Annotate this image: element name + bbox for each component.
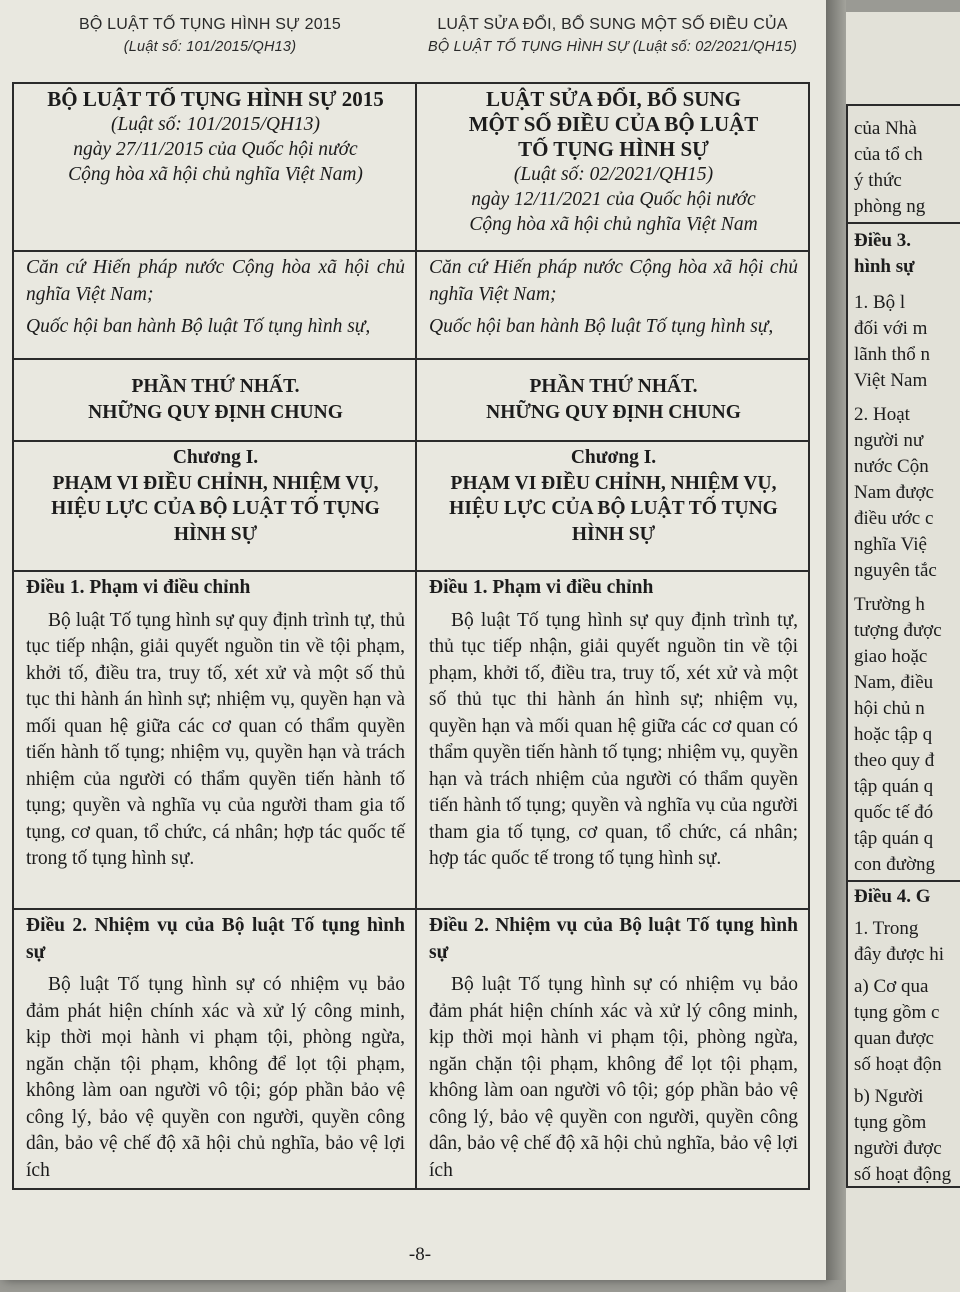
right-law-name-2: MỘT SỐ ĐIỀU CỦA BỘ LUẬT — [468, 112, 759, 136]
running-head-right-number: BỘ LUẬT TỐ TỤNG HÌNH SỰ (Luật số: 02/2021/QH15) — [427, 39, 798, 55]
comparison-table — [12, 82, 810, 1190]
np-article4-title: Điều 4. G — [854, 886, 931, 907]
np-line: Nam được — [854, 482, 934, 503]
right-part-title: NHỮNG QUY ĐỊNH CHUNG — [486, 402, 741, 423]
np-line: giao hoặc — [854, 646, 928, 667]
right-preamble-enact: Quốc hội ban hành Bộ luật Tố tụng hình sự, — [429, 316, 774, 337]
left-law-date: ngày 27/11/2015 của Quốc hội nước — [73, 139, 358, 160]
left-part-heading — [13, 359, 416, 441]
left-chapter-title-2: HIỆU LỰC CỦA BỘ LUẬT TỐ TỤNG — [51, 498, 380, 519]
left-preamble-basis: Căn cứ Hiến pháp nước Cộng hòa xã hội chủ nghĩa Việt Nam; — [26, 257, 405, 305]
np-line: con đường — [854, 854, 936, 875]
right-preamble-basis: Căn cứ Hiến pháp nước Cộng hòa xã hội chủ nghĩa Việt Nam; — [429, 257, 798, 305]
np-line: quan được — [854, 1028, 934, 1049]
left-title-cell — [13, 83, 416, 251]
running-head-left-title: BỘ LUẬT TỐ TỤNG HÌNH SỰ 2015 — [78, 16, 341, 33]
np-line: nguyên tắc — [854, 560, 937, 581]
np-line: của Nhà — [854, 118, 917, 139]
left-chapter-heading — [13, 441, 416, 571]
running-head-left — [40, 14, 380, 58]
np-line: Nam, điều — [854, 672, 934, 693]
np-line: tụng gồm c — [854, 1002, 940, 1023]
left-chapter-title-1: PHẠM VI ĐIỀU CHỈNH, NHIỆM VỤ, — [52, 472, 379, 494]
left-chapter-number: Chương I. — [172, 447, 259, 468]
np-line: phòng ng — [854, 196, 926, 217]
np-line: ý thức — [854, 170, 902, 191]
next-page-edge — [846, 12, 960, 1292]
left-article2-body: Bộ luật Tố tụng hình sự có nhiệm vụ bảo đảm phát hiện chính xác và xử lý công minh, kịp thời mọi hành vi phạm tội, phòng ngừa, ngăn chặn tội phạm, không để lọt tội phạm, không làm oan người vô tội; góp phần bảo vệ công lý, bảo vệ quyền con người, quyền công dân, bảo vệ chế độ xã hội chủ nghĩa, bảo vệ lợi ích — [26, 974, 405, 1181]
left-law-name: BỘ LUẬT TỐ TỤNG HÌNH SỰ 2015 — [47, 87, 384, 111]
np-line: hội chủ n — [854, 698, 925, 719]
left-law-country: Cộng hòa xã hội chủ nghĩa Việt Nam) — [68, 164, 363, 185]
left-part-title: NHỮNG QUY ĐỊNH CHUNG — [88, 402, 343, 423]
right-law-name-1: LUẬT SỬA ĐỔI, BỔ SUNG — [486, 87, 741, 111]
np-line: đây được hi — [854, 944, 944, 965]
part-row — [13, 359, 809, 441]
running-head-right-title: LUẬT SỬA ĐỔI, BỔ SUNG MỘT SỐ ĐIỀU CỦA — [437, 16, 788, 33]
np-article3-cont: hình sự — [854, 256, 915, 277]
title-row — [13, 83, 809, 251]
left-preamble-enact: Quốc hội ban hành Bộ luật Tố tụng hình sự, — [26, 316, 371, 337]
left-article1-body: Bộ luật Tố tụng hình sự quy định trình tự, thủ tục tiếp nhận, giải quyết nguồn tin về tội phạm, khởi tố, điều tra, truy tố, xét xử và một số thủ tục thi hành án hình sự; nhiệm vụ, quyền hạn và mối quan hệ giữa các cơ quan có thẩm quyền tiến hành tố tụng; nhiệm vụ, quyền hạn và trách nhiệm của người có thẩm quyền tiến hành tố tụng; quyền và nghĩa vụ của người tham gia tố tụng, cơ quan, tổ chức, cá nhân; hợp tác quốc tế trong tố tụng hình sự. — [26, 609, 405, 869]
np-line: 1. Bộ l — [854, 292, 906, 313]
right-title-cell — [416, 83, 809, 251]
np-line: theo quy đ — [854, 750, 935, 771]
np-line: tụng gồm — [854, 1112, 927, 1133]
right-chapter-number: Chương I. — [570, 447, 657, 468]
np-line: hoặc tập q — [854, 724, 933, 745]
right-part-heading — [416, 359, 809, 441]
running-head-left-number: (Luật số: 101/2015/QH13) — [123, 39, 297, 55]
next-page-table — [846, 104, 960, 1188]
np-line: Trường h — [854, 594, 925, 615]
np-line: 1. Trong — [854, 918, 919, 939]
right-chapter-heading — [416, 441, 809, 571]
left-article1 — [13, 571, 416, 909]
right-chapter-title-2: HIỆU LỰC CỦA BỘ LUẬT TỐ TỤNG — [449, 498, 778, 519]
np-line: số hoạt động — [854, 1164, 952, 1185]
right-article2-body: Bộ luật Tố tụng hình sự có nhiệm vụ bảo đảm phát hiện chính xác và xử lý công minh, kịp thời mọi hành vi phạm tội, phòng ngừa, ngăn chặn tội phạm, không để lọt tội phạm, không làm oan người vô tội; góp phần bảo vệ công lý, bảo vệ quyền con người, quyền công dân, bảo vệ chế độ xã hội chủ nghĩa, bảo vệ lợi ích — [429, 974, 798, 1181]
right-article1-body: Bộ luật Tố tụng hình sự quy định trình tự, thủ tục tiếp nhận, giải quyết nguồn tin về tội phạm, khởi tố, điều tra, truy tố, xét xử và một số thủ tục thi hành án hình sự; nhiệm vụ, quyền hạn và mối quan hệ giữa các cơ quan có thẩm quyền tiến hành tố tụng; nhiệm vụ, quyền hạn và trách nhiệm của người có thẩm quyền tiến hành tố tụng; quyền và nghĩa vụ của người tham gia tố tụng, cơ quan, tổ chức, cá nhân; hợp tác quốc tế trong tố tụng hình sự. — [429, 609, 798, 869]
right-law-number: (Luật số: 02/2021/QH15) — [513, 164, 714, 185]
left-article2-title: Điều 2. Nhiệm vụ của Bộ luật Tố tụng hình sự — [26, 915, 405, 963]
right-article2 — [416, 909, 809, 1189]
left-article1-title: Điều 1. Phạm vi điều chỉnh — [26, 577, 251, 598]
page-number: -8- — [408, 1244, 432, 1265]
np-divider — [848, 880, 960, 882]
left-article2 — [13, 909, 416, 1189]
right-chapter-title-3: HÌNH SỰ — [571, 523, 656, 545]
left-law-number: (Luật số: 101/2015/QH13) — [110, 114, 321, 135]
running-head-right — [420, 14, 805, 58]
np-line: b) Người — [854, 1086, 924, 1107]
left-part-number: PHẦN THỨ NHẤT. — [131, 376, 300, 397]
left-chapter-title-3: HÌNH SỰ — [173, 523, 258, 545]
right-part-number: PHẦN THỨ NHẤT. — [529, 376, 698, 397]
np-line: điều ước c — [854, 508, 934, 529]
chapter-row — [13, 441, 809, 571]
np-divider — [848, 222, 960, 224]
right-article1 — [416, 571, 809, 909]
np-line: 2. Hoạt — [854, 404, 910, 425]
book-gutter — [826, 0, 846, 1280]
np-line: tượng được — [854, 620, 942, 641]
right-chapter-title-1: PHẠM VI ĐIỀU CHỈNH, NHIỆM VỤ, — [450, 472, 777, 494]
left-preamble — [13, 251, 416, 359]
right-law-name-3: TỐ TỤNG HÌNH SỰ — [518, 137, 709, 161]
preamble-row — [13, 251, 809, 359]
np-line: người nư — [854, 430, 924, 451]
np-line: quốc tế đó — [854, 802, 934, 823]
right-law-country: Cộng hòa xã hội chủ nghĩa Việt Nam — [469, 214, 758, 235]
np-line: người được — [854, 1138, 942, 1159]
np-line: của tổ ch — [854, 144, 923, 165]
np-line: số hoạt độn — [854, 1054, 942, 1075]
np-line: lãnh thổ n — [854, 344, 930, 365]
np-line: a) Cơ qua — [854, 976, 929, 997]
np-line: nghĩa Việ — [854, 534, 927, 555]
right-law-date: ngày 12/11/2021 của Quốc hội nước — [471, 189, 756, 210]
right-preamble — [416, 251, 809, 359]
right-article2-title: Điều 2. Nhiệm vụ của Bộ luật Tố tụng hình sự — [429, 915, 798, 963]
np-line: tập quán q — [854, 776, 934, 797]
article2-row — [13, 909, 809, 1189]
right-article1-title: Điều 1. Phạm vi điều chỉnh — [429, 577, 654, 598]
np-line: nước Cộn — [854, 456, 929, 477]
article1-row — [13, 571, 809, 909]
np-line: đối với m — [854, 318, 928, 339]
np-line: Việt Nam — [854, 370, 928, 391]
np-line: tập quán q — [854, 828, 934, 849]
np-article3-title: Điều 3. — [854, 230, 911, 251]
